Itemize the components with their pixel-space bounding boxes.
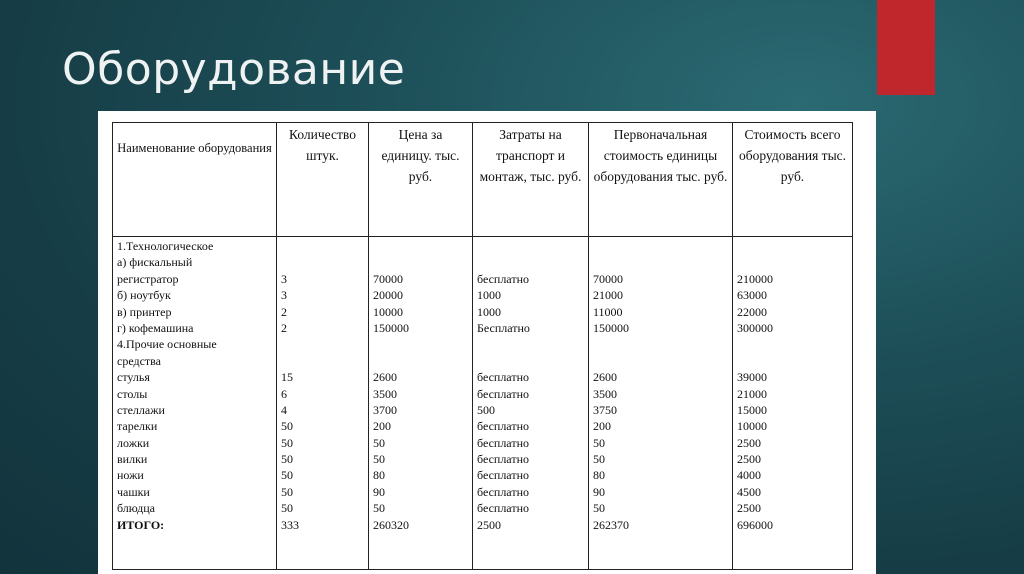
table-cell: 21000 [737,386,767,401]
name-column [113,237,277,570]
table-cell: 2500 [737,435,761,450]
table-cell [477,238,584,254]
table-cell: 210000 [737,271,773,286]
table-cell: бесплатно [477,419,529,434]
table-cell: 4.Прочие основные [117,337,217,352]
table-cell: 50 [281,484,293,499]
table-cell: 260320 [373,517,409,532]
table-cell: 39000 [737,370,767,385]
table-cell [737,254,848,270]
table-cell: бесплатно [477,468,529,483]
table-cell: 50 [593,452,605,467]
table-cell: 70000 [373,271,403,286]
table-cell: 3 [281,271,287,286]
initial-cost-column [589,237,733,570]
table-cell: 50 [281,452,293,467]
table-cell: 4000 [737,468,761,483]
table-cell: 10000 [373,304,403,319]
table-cell: 2500 [737,452,761,467]
table-cell: столы [117,386,148,401]
table-cell: 11000 [593,304,623,319]
table-cell: 500 [477,402,495,417]
table-cell: регистратор [117,271,179,286]
table-cell: 3750 [593,402,617,417]
table-cell: тарелки [117,419,158,434]
table-cell [477,254,584,270]
table-cell: 150000 [593,320,629,335]
table-cell: 1000 [477,304,501,319]
table-cell [373,254,468,270]
table-cell: средства [117,353,162,368]
table-cell: 6 [281,386,287,401]
table-cell: 20000 [373,288,403,303]
table-cell: бесплатно [477,370,529,385]
header-total-cost: Стоимость всего оборудования тыс. руб. [733,123,853,237]
table-cell: Бесплатно [477,320,530,335]
table-panel [98,111,876,574]
table-cell: 2500 [737,501,761,516]
table-cell: 21000 [593,288,623,303]
table-cell: 150000 [373,320,409,335]
table-cell [373,336,468,352]
header-transport-cost: Затраты на транспорт и монтаж, тыс. руб. [473,123,589,237]
table-cell: вилки [117,452,148,467]
table-cell: 10000 [737,419,767,434]
table-cell: г) кофемашина [117,320,194,335]
table-cell: 3500 [373,386,397,401]
table-cell: 90 [593,484,605,499]
table-cell [593,353,728,369]
table-cell: ложки [117,435,150,450]
table-cell: 70000 [593,271,623,286]
table-cell: 2600 [593,370,617,385]
table-cell: ИТОГО: [117,517,165,532]
table-cell: 3 [281,288,287,303]
table-cell: 200 [373,419,391,434]
table-cell: 50 [281,501,293,516]
table-header-row [113,123,853,237]
table-cell: 15000 [737,402,767,417]
table-cell: 50 [373,501,385,516]
table-cell: бесплатно [477,484,529,499]
table-cell: 3500 [593,386,617,401]
table-cell: бесплатно [477,435,529,450]
header-quantity: Количество штук. [277,123,369,237]
table-cell: стеллажи [117,402,165,417]
table-cell: б) ноутбук [117,288,171,303]
table-cell: 1.Технологическое [117,239,214,253]
table-cell: 22000 [737,304,767,319]
table-cell [477,336,584,352]
table-cell: стулья [117,370,150,385]
table-cell: бесплатно [477,452,529,467]
table-cell [737,238,848,254]
table-cell: 1000 [477,288,501,303]
table-cell: бесплатно [477,386,529,401]
table-cell: в) принтер [117,304,172,319]
table-cell: чашки [117,484,150,499]
table-cell: 2 [281,320,287,335]
table-cell: 15 [281,370,293,385]
table-cell: 2600 [373,370,397,385]
table-cell: 696000 [737,517,773,532]
table-cell [281,254,364,270]
table-cell: а) фискальный [117,255,193,270]
table-cell [737,353,848,369]
table-cell [281,238,364,254]
table-cell: 3700 [373,402,397,417]
table-cell: 50 [593,435,605,450]
total-cost-column [733,237,853,570]
table-cell [373,238,468,254]
table-cell: 50 [281,468,293,483]
quantity-column [277,237,369,570]
table-cell: 80 [373,468,385,483]
table-cell: 333 [281,517,299,532]
header-unit-price: Цена за единицу. тыс. руб. [369,123,473,237]
table-cell [593,336,728,352]
table-body-row [113,237,853,570]
table-cell: ножи [117,468,144,483]
table-cell: 200 [593,419,611,434]
table-cell: 4500 [737,484,761,499]
slide-title: Оборудование [62,44,406,95]
table-cell: 300000 [737,320,773,335]
table-cell: 50 [281,419,293,434]
header-name: Наименование оборудования [113,123,277,237]
table-cell: 50 [281,435,293,450]
table-cell: 90 [373,484,385,499]
table-cell: бесплатно [477,271,529,286]
table-cell: 2 [281,304,287,319]
table-cell: 262370 [593,517,629,532]
table-cell [593,254,728,270]
table-cell: 4 [281,402,287,417]
table-cell [477,353,584,369]
table-cell: бесплатно [477,501,529,516]
table-cell [281,353,364,369]
table-cell [281,336,364,352]
unit-price-column [369,237,473,570]
transport-cost-column [473,237,589,570]
table-cell: 50 [593,501,605,516]
table-cell [737,336,848,352]
accent-bar [877,0,935,95]
table-cell: 80 [593,468,605,483]
table-cell: 63000 [737,288,767,303]
table-cell: 2500 [477,517,501,532]
table-cell [593,238,728,254]
table-cell [373,353,468,369]
table-cell: 50 [373,452,385,467]
table-cell: 50 [373,435,385,450]
header-initial-cost: Первоначальная стоимость единицы оборудования тыс. руб. [589,123,733,237]
table-cell: блюдца [117,501,156,516]
equipment-table [112,122,853,570]
